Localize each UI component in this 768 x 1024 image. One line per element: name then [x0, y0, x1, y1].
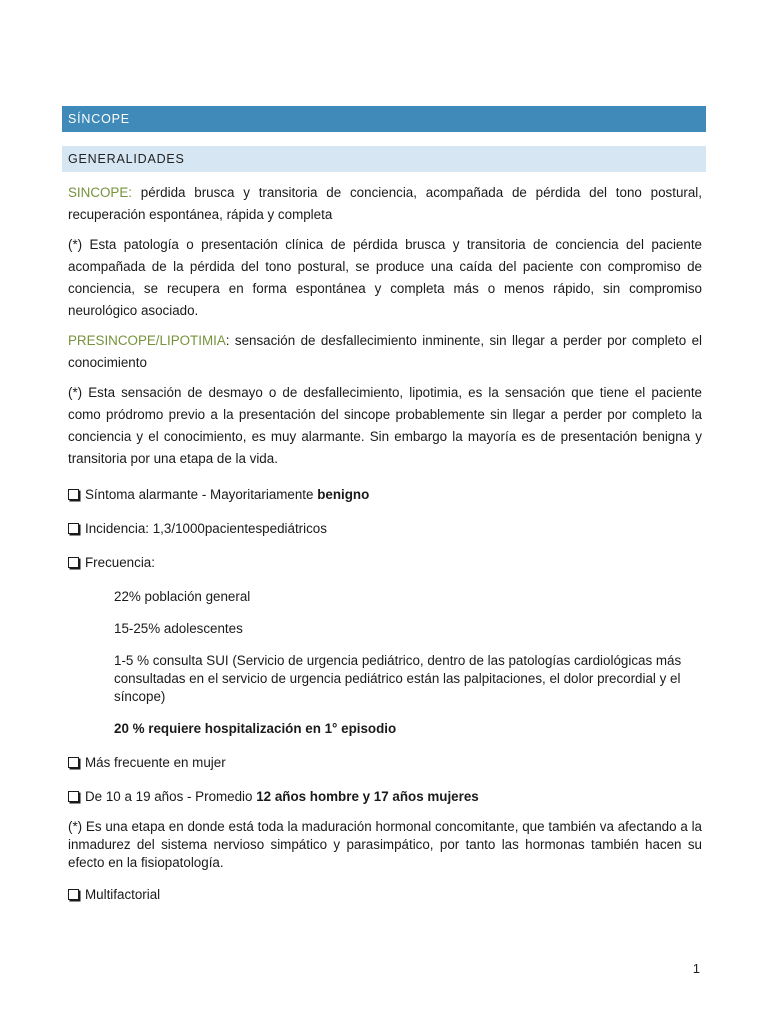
presincope-term: PRESINCOPE/LIPOTIMIA [68, 333, 226, 348]
list-item-bold: benigno [317, 487, 370, 502]
list-item-text: Incidencia: 1,3/1000pacientespediátricos [85, 521, 327, 536]
page-number: 1 [692, 961, 700, 976]
page-title: SÍNCOPE [62, 106, 706, 132]
sincope-definition-text: pérdida brusca y transitoria de conciencia, acompañada de pérdida del tono postural, recuperación espontánea, rápida y completa [68, 185, 702, 222]
checkbox-bullet-icon [68, 757, 79, 768]
presincope-note: (*) Esta sensación de desmayo o de desfallecimiento, lipotimia, es la sensación que tiene el paciente como pródromo previo a la presentación del sincope probablemente sin llegar a perder por completo la conciencia y el conocimiento, es muy alarmante. Sin embargo la mayoría es de presentación benigna y transitoria por una etapa de la vida. [68, 385, 702, 466]
frequency-item: 15-25% adolescentes [114, 621, 243, 636]
frequency-item: 22% población general [114, 589, 251, 604]
presincope-definition-text: : sensación de desfallecimiento inminente, sin llegar a perder por completo el conocimiento [68, 333, 702, 370]
age-note: (*) Es una etapa en donde está toda la maduración hormonal concomitante, que también va afectando a la inmadurez del sistema nervioso simpático y parasimpático, por tanto las hormonas también hacen su efecto en la fisiopatología. [68, 819, 702, 870]
sincope-term: SINCOPE: [68, 185, 132, 200]
checkbox-bullet-icon [68, 889, 79, 900]
section-heading: GENERALIDADES [62, 146, 706, 172]
frequency-item: 1-5 % consulta SUI (Servicio de urgencia pediátrico, dentro de las patologías cardiológicas más consultadas en el servicio de urgencia pediátrico están las palpitaciones, el dolor precordial y el síncope) [114, 653, 682, 704]
list-item-text: Más frecuente en mujer [85, 755, 226, 770]
list-item-text: De 10 a 19 años - Promedio [85, 789, 257, 804]
checkbox-bullet-icon [68, 791, 79, 802]
list-item [62, 786, 706, 808]
list-item [62, 552, 706, 574]
frequency-item [62, 720, 706, 738]
checkbox-bullet-icon [68, 557, 79, 568]
list-item [62, 752, 706, 774]
presincope-definition [62, 330, 706, 374]
list-item [62, 884, 706, 906]
list-item-text: Frecuencia: [85, 555, 155, 570]
list-item [62, 518, 706, 540]
list-item-text: Multifactorial [85, 887, 161, 902]
frequency-item-bold: 20 % requiere hospitalización en 1° episodio [114, 721, 397, 736]
list-item-text: Síntoma alarmante - Mayoritariamente [85, 487, 318, 502]
checkbox-bullet-icon [68, 523, 79, 534]
checkbox-bullet-icon [68, 489, 79, 500]
sincope-definition [62, 182, 706, 226]
list-item [62, 484, 706, 506]
document-page [62, 106, 706, 906]
list-item-bold: 12 años hombre y 17 años mujeres [256, 789, 479, 804]
sincope-note: (*) Esta patología o presentación clínica de pérdida brusca y transitoria de conciencia del paciente acompañada de la pérdida del tono postural, se produce una caída del paciente con compromiso de conciencia, se recupera en forma espontánea y completa más o menos rápido, sin compromiso neurológico asociado. [68, 237, 702, 318]
